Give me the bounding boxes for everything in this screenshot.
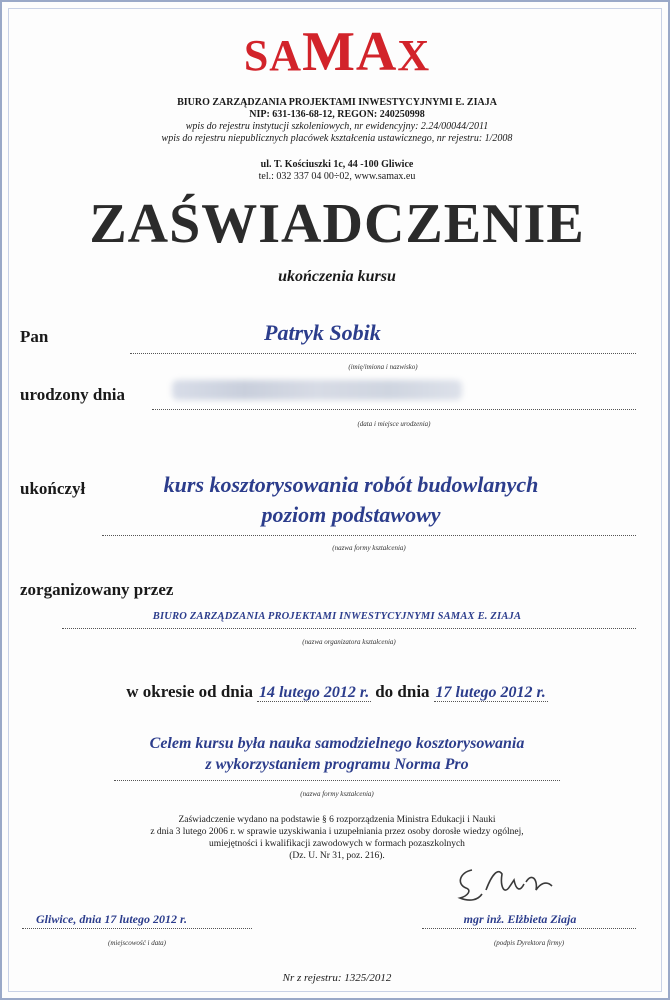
registry-line-1: wpis do rejestru instytucji szkoleniowych, nr ewidencyjny: 2.24/00044/2011 bbox=[185, 121, 489, 132]
course-name-line-2: poziom podstawowy bbox=[261, 502, 441, 527]
law-line-3: umiejętności i kwalifikacji zawodowych w formach pozaszkolnych bbox=[209, 839, 465, 849]
place-date-dotted-line bbox=[22, 928, 252, 929]
pan-label: Pan bbox=[20, 327, 49, 346]
company-address: ul. T. Kościuszki 1c, 44 -100 Gliwice bbox=[260, 159, 414, 170]
goal-dotted-line bbox=[114, 780, 560, 781]
period-from-label: w okresie od dnia bbox=[126, 682, 253, 701]
organizer-dotted-line bbox=[62, 628, 636, 629]
course-caption: (nazwa formy kształcenia) bbox=[332, 544, 406, 552]
completed-label: ukończył bbox=[20, 479, 86, 498]
organizer-caption: (nazwa organizatora kształcenia) bbox=[302, 638, 396, 646]
goal-caption: (nazwa formy kształcenia) bbox=[300, 790, 374, 798]
place-date-caption: (miejscowość i data) bbox=[108, 939, 166, 947]
born-label: urodzony dnia bbox=[20, 385, 126, 404]
period-row bbox=[2, 682, 670, 702]
company-ids: NIP: 631-136-68-12, REGON: 240250998 bbox=[249, 109, 425, 120]
document-subtitle: ukończenia kursu bbox=[278, 268, 396, 285]
organized-label: zorganizowany przez bbox=[20, 580, 174, 599]
course-name-line-1: kurs kosztorysowania robót budowlanych bbox=[163, 472, 539, 497]
law-line-1: Zaświadczenie wydano na podstawie § 6 rozporządzenia Ministra Edukacji i Nauki bbox=[178, 815, 496, 825]
law-line-2: z dnia 3 lutego 2006 r. w sprawie uzyskiwania i uzupełniania przez osoby dorosłe wiedzy ogólnej, bbox=[150, 827, 524, 837]
registry-line-2: wpis do rejestru niepublicznych placówek kształcenia ustawicznego, nr rejestru: 1/2008 bbox=[161, 133, 513, 144]
name-value: Patryk Sobik bbox=[264, 320, 381, 345]
goal-line-2: z wykorzystaniem programu Norma Pro bbox=[205, 756, 469, 773]
goal-line-1: Celem kursu była nauka samodzielnego kosztorysowania bbox=[149, 735, 525, 752]
organizer-value: BIURO ZARZĄDZANIA PROJEKTAMI INWESTYCYJNYMI SAMAX E. ZIAJA bbox=[152, 611, 522, 622]
company-name: BIURO ZARZĄDZANIA PROJEKTAMI INWESTYCYJNYMI E. ZIAJA bbox=[177, 97, 497, 108]
law-line-4: (Dz. U. Nr 31, poz. 216). bbox=[289, 851, 385, 861]
period-to-value: 17 lutego 2012 r. bbox=[435, 684, 546, 701]
name-caption: (imię/imiona i nazwisko) bbox=[348, 363, 418, 371]
registry-number: Nr z rejestru: 1325/2012 bbox=[282, 972, 392, 984]
born-dotted-line bbox=[152, 409, 636, 410]
director-caption: (podpis Dyrektora firmy) bbox=[493, 939, 565, 947]
course-dotted-line bbox=[102, 535, 636, 536]
director-name: mgr inż. Elżbieta Ziaja bbox=[463, 912, 577, 926]
period-to-label: do dnia bbox=[375, 682, 430, 701]
director-dotted-line bbox=[422, 928, 636, 929]
period-from-value: 14 lutego 2012 r. bbox=[258, 684, 370, 701]
company-contact: tel.: 032 337 04 00÷02, www.samax.eu bbox=[258, 171, 416, 182]
director-signature bbox=[442, 850, 582, 910]
name-dotted-line bbox=[130, 353, 636, 354]
born-caption: (data i miejsce urodzenia) bbox=[357, 420, 431, 428]
document-title: ZAŚWIADCZENIE bbox=[89, 193, 585, 255]
place-date-value: Gliwice, dnia 17 lutego 2012 r. bbox=[36, 912, 188, 926]
samax-logo: SAMAX bbox=[243, 21, 431, 83]
redacted-birth-data bbox=[172, 380, 462, 400]
